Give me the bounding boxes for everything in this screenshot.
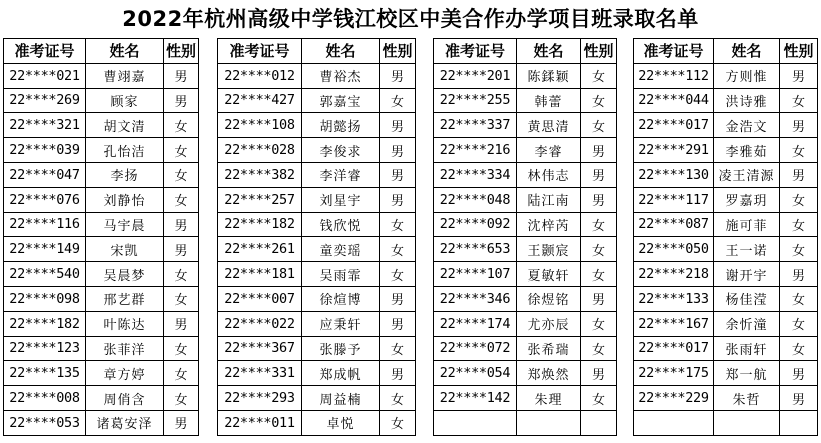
student-name-cell: 周俏含 — [86, 386, 164, 411]
gender-cell: 女 — [164, 286, 199, 311]
admission-table-2 — [217, 38, 416, 436]
student-name-cell: 余忻潼 — [714, 311, 780, 336]
exam-number-cell: 22****011 — [218, 410, 302, 435]
gender-cell: 女 — [581, 63, 617, 88]
student-name-cell: 卓悦 — [302, 410, 380, 435]
gender-cell: 女 — [164, 262, 199, 287]
gender-cell: 女 — [164, 187, 199, 212]
table-row — [218, 63, 416, 88]
table-row — [634, 286, 818, 311]
gender-cell: 女 — [581, 113, 617, 138]
exam-number-cell: 22****293 — [218, 386, 302, 411]
exam-number-cell: 22****382 — [218, 162, 302, 187]
gender-cell — [581, 410, 617, 435]
exam-number-cell: 22****044 — [634, 88, 714, 113]
gender-cell: 女 — [780, 187, 818, 212]
table-row — [218, 262, 416, 287]
admission-table-1 — [3, 38, 199, 436]
exam-number-cell: 22****182 — [218, 212, 302, 237]
student-name-cell: 刘星宇 — [302, 187, 380, 212]
table-row — [4, 88, 199, 113]
student-name-cell: 张滕予 — [302, 336, 380, 361]
header-name: 姓名 — [714, 39, 780, 64]
student-name-cell: 施可菲 — [714, 212, 780, 237]
header-gender: 性别 — [581, 39, 617, 64]
student-name-cell: 曹翊嘉 — [86, 63, 164, 88]
gender-cell: 女 — [780, 237, 818, 262]
student-name-cell: 王一诺 — [714, 237, 780, 262]
table-row — [218, 187, 416, 212]
gender-cell: 女 — [581, 311, 617, 336]
exam-number-cell: 22****540 — [4, 262, 86, 287]
gender-cell: 女 — [380, 336, 416, 361]
table-row — [634, 113, 818, 138]
exam-number-cell: 22****167 — [634, 311, 714, 336]
table-row — [634, 138, 818, 163]
gender-cell: 男 — [780, 113, 818, 138]
gender-cell: 女 — [164, 361, 199, 386]
student-name-cell: 刘静怡 — [86, 187, 164, 212]
gender-cell: 女 — [581, 336, 617, 361]
header-row — [434, 39, 617, 64]
gender-cell: 女 — [164, 113, 199, 138]
gender-cell: 女 — [780, 286, 818, 311]
exam-number-cell: 22****098 — [4, 286, 86, 311]
gender-cell: 男 — [380, 311, 416, 336]
header-gender: 性别 — [164, 39, 199, 64]
table-row — [634, 386, 818, 411]
table-row — [218, 113, 416, 138]
table-row — [218, 361, 416, 386]
exam-number-cell: 22****050 — [634, 237, 714, 262]
table-row — [434, 262, 617, 287]
student-name-cell: 章方婷 — [86, 361, 164, 386]
student-name-cell: 凌王清源 — [714, 162, 780, 187]
exam-number-cell: 22****218 — [634, 262, 714, 287]
student-name-cell: 王颢宸 — [517, 237, 581, 262]
header-id: 准考证号 — [218, 39, 302, 64]
exam-number-cell: 22****229 — [634, 386, 714, 411]
student-name-cell: 张雨轩 — [714, 336, 780, 361]
table-row — [218, 138, 416, 163]
student-name-cell: 吴雨霏 — [302, 262, 380, 287]
table-row — [218, 237, 416, 262]
student-name-cell: 徐煊博 — [302, 286, 380, 311]
gender-cell: 男 — [380, 113, 416, 138]
header-row — [4, 39, 199, 64]
table-row — [634, 162, 818, 187]
exam-number-cell: 22****181 — [218, 262, 302, 287]
student-name-cell: 顾家 — [86, 88, 164, 113]
student-name-cell: 陈鍒颖 — [517, 63, 581, 88]
header-row — [218, 39, 416, 64]
student-name-cell: 徐煜铭 — [517, 286, 581, 311]
table-row — [4, 113, 199, 138]
student-name-cell: 郑成帆 — [302, 361, 380, 386]
gender-cell: 女 — [581, 262, 617, 287]
gender-cell: 女 — [780, 212, 818, 237]
header-id: 准考证号 — [634, 39, 714, 64]
table-row — [218, 410, 416, 435]
exam-number-cell: 22****087 — [634, 212, 714, 237]
table-row — [434, 88, 617, 113]
table-row — [634, 311, 818, 336]
exam-number-cell: 22****123 — [4, 336, 86, 361]
table-row — [434, 336, 617, 361]
table-row — [218, 311, 416, 336]
student-name-cell: 夏敏轩 — [517, 262, 581, 287]
gender-cell: 男 — [581, 361, 617, 386]
exam-number-cell: 22****257 — [218, 187, 302, 212]
exam-number-cell: 22****012 — [218, 63, 302, 88]
student-name-cell: 张菲洋 — [86, 336, 164, 361]
exam-number-cell: 22****021 — [4, 63, 86, 88]
table-row — [218, 286, 416, 311]
exam-number-cell: 22****174 — [434, 311, 517, 336]
student-name-cell: 郭嘉宝 — [302, 88, 380, 113]
page-title: 2022年杭州高级中学钱江校区中美合作办学项目班录取名单 — [122, 7, 699, 31]
exam-number-cell: 22****201 — [434, 63, 517, 88]
exam-number-cell: 22****017 — [634, 336, 714, 361]
student-name-cell: 谢开宇 — [714, 262, 780, 287]
gender-cell: 男 — [581, 286, 617, 311]
exam-number-cell: 22****367 — [218, 336, 302, 361]
exam-number-cell: 22****175 — [634, 361, 714, 386]
exam-number-cell: 22****321 — [4, 113, 86, 138]
gender-cell — [780, 410, 818, 435]
student-name-cell: 马宇晨 — [86, 212, 164, 237]
student-name-cell: 吴晨梦 — [86, 262, 164, 287]
header-id: 准考证号 — [434, 39, 517, 64]
student-name-cell: 孔怡洁 — [86, 138, 164, 163]
student-name-cell: 韩蕾 — [517, 88, 581, 113]
exam-number-cell: 22****261 — [218, 237, 302, 262]
table-row — [434, 162, 617, 187]
exam-number-cell: 22****008 — [4, 386, 86, 411]
admission-table-4 — [633, 38, 818, 436]
gender-cell: 女 — [164, 336, 199, 361]
table-row — [218, 386, 416, 411]
table-row — [4, 237, 199, 262]
table-row — [218, 336, 416, 361]
table-row — [634, 187, 818, 212]
gender-cell: 男 — [380, 63, 416, 88]
table-row — [4, 311, 199, 336]
student-name-cell: 胡懿扬 — [302, 113, 380, 138]
exam-number-cell: 22****117 — [634, 187, 714, 212]
exam-number-cell: 22****092 — [434, 212, 517, 237]
table-row — [4, 386, 199, 411]
student-name-cell: 李雅茹 — [714, 138, 780, 163]
table-row — [434, 386, 617, 411]
student-name-cell: 李俊求 — [302, 138, 380, 163]
table-row — [4, 212, 199, 237]
exam-number-cell: 22****653 — [434, 237, 517, 262]
gender-cell: 男 — [380, 138, 416, 163]
table-row — [4, 138, 199, 163]
exam-number-cell: 22****108 — [218, 113, 302, 138]
student-name-cell: 诸葛安泽 — [86, 410, 164, 435]
table-row — [634, 237, 818, 262]
gender-cell: 男 — [581, 138, 617, 163]
table-row — [4, 361, 199, 386]
exam-number-cell: 22****022 — [218, 311, 302, 336]
exam-number-cell: 22****017 — [634, 113, 714, 138]
gender-cell: 女 — [780, 138, 818, 163]
student-name-cell: 洪诗雅 — [714, 88, 780, 113]
gender-cell: 女 — [780, 88, 818, 113]
table-row — [4, 336, 199, 361]
student-name-cell: 应秉轩 — [302, 311, 380, 336]
gender-cell: 女 — [380, 212, 416, 237]
table-row — [434, 113, 617, 138]
exam-number-cell: 22****054 — [434, 361, 517, 386]
student-name-cell: 周益楠 — [302, 386, 380, 411]
exam-number-cell: 22****007 — [218, 286, 302, 311]
gender-cell: 男 — [780, 386, 818, 411]
gender-cell: 女 — [380, 237, 416, 262]
exam-number-cell — [634, 410, 714, 435]
exam-number-cell: 22****216 — [434, 138, 517, 163]
student-name-cell: 陆江南 — [517, 187, 581, 212]
gender-cell: 女 — [581, 212, 617, 237]
exam-number-cell: 22****072 — [434, 336, 517, 361]
header-name: 姓名 — [86, 39, 164, 64]
student-name-cell: 郑焕然 — [517, 361, 581, 386]
student-name-cell: 李睿 — [517, 138, 581, 163]
student-name-cell: 李洋睿 — [302, 162, 380, 187]
student-name-cell: 杨佳滢 — [714, 286, 780, 311]
gender-cell: 女 — [164, 162, 199, 187]
exam-number-cell: 22****337 — [434, 113, 517, 138]
student-name-cell: 叶陈达 — [86, 311, 164, 336]
student-name-cell: 尤亦辰 — [517, 311, 581, 336]
student-name-cell: 宋凯 — [86, 237, 164, 262]
table-row — [434, 63, 617, 88]
table-row — [218, 88, 416, 113]
gender-cell: 男 — [164, 88, 199, 113]
table-row — [634, 212, 818, 237]
student-name-cell: 方则惟 — [714, 63, 780, 88]
header-id: 准考证号 — [4, 39, 86, 64]
gender-cell: 女 — [780, 336, 818, 361]
table-row — [4, 262, 199, 287]
gender-cell: 男 — [780, 63, 818, 88]
header-row — [634, 39, 818, 64]
gender-cell: 男 — [164, 311, 199, 336]
student-name-cell: 朱哲 — [714, 386, 780, 411]
gender-cell: 女 — [164, 386, 199, 411]
exam-number-cell: 22****133 — [634, 286, 714, 311]
table-row — [434, 212, 617, 237]
gender-cell: 女 — [380, 386, 416, 411]
header-name: 姓名 — [302, 39, 380, 64]
gender-cell: 男 — [164, 63, 199, 88]
exam-number-cell: 22****142 — [434, 386, 517, 411]
student-name-cell: 郑一航 — [714, 361, 780, 386]
exam-number-cell: 22****291 — [634, 138, 714, 163]
exam-number-cell: 22****334 — [434, 162, 517, 187]
student-name-cell: 罗嘉玥 — [714, 187, 780, 212]
exam-number-cell: 22****135 — [4, 361, 86, 386]
student-name-cell: 林伟志 — [517, 162, 581, 187]
student-name-cell: 朱理 — [517, 386, 581, 411]
exam-number-cell: 22****047 — [4, 162, 86, 187]
table-row — [634, 336, 818, 361]
gender-cell: 女 — [581, 88, 617, 113]
gender-cell: 女 — [780, 311, 818, 336]
exam-number-cell: 22****331 — [218, 361, 302, 386]
student-name-cell: 黄思清 — [517, 113, 581, 138]
table-row — [4, 187, 199, 212]
table-row — [634, 410, 818, 435]
table-row — [4, 410, 199, 435]
gender-cell: 男 — [164, 237, 199, 262]
gender-cell: 男 — [780, 162, 818, 187]
header-gender: 性别 — [380, 39, 416, 64]
gender-cell: 女 — [581, 386, 617, 411]
gender-cell: 女 — [380, 410, 416, 435]
gender-cell: 男 — [380, 187, 416, 212]
gender-cell: 男 — [380, 162, 416, 187]
gender-cell: 男 — [581, 187, 617, 212]
exam-number-cell: 22****116 — [4, 212, 86, 237]
table-row — [4, 63, 199, 88]
student-name-cell — [714, 410, 780, 435]
gender-cell: 男 — [164, 212, 199, 237]
exam-number-cell: 22****112 — [634, 63, 714, 88]
header-gender: 性别 — [780, 39, 818, 64]
table-row — [434, 286, 617, 311]
exam-number-cell: 22****427 — [218, 88, 302, 113]
table-row — [434, 361, 617, 386]
exam-number-cell: 22****028 — [218, 138, 302, 163]
exam-number-cell: 22****076 — [4, 187, 86, 212]
table-row — [218, 162, 416, 187]
gender-cell: 女 — [581, 237, 617, 262]
student-name-cell: 曹裕杰 — [302, 63, 380, 88]
exam-number-cell — [434, 410, 517, 435]
table-row — [4, 162, 199, 187]
table-row — [434, 237, 617, 262]
gender-cell: 女 — [380, 88, 416, 113]
student-name-cell: 钱欣悦 — [302, 212, 380, 237]
gender-cell: 男 — [164, 410, 199, 435]
admission-table-3 — [433, 38, 617, 436]
table-row — [218, 212, 416, 237]
table-row — [434, 311, 617, 336]
student-name-cell: 邢艺群 — [86, 286, 164, 311]
exam-number-cell: 22****130 — [634, 162, 714, 187]
exam-number-cell: 22****039 — [4, 138, 86, 163]
exam-number-cell: 22****149 — [4, 237, 86, 262]
student-name-cell: 沈梓芮 — [517, 212, 581, 237]
exam-number-cell: 22****107 — [434, 262, 517, 287]
table-row — [634, 361, 818, 386]
student-name-cell — [517, 410, 581, 435]
header-name: 姓名 — [517, 39, 581, 64]
exam-number-cell: 22****269 — [4, 88, 86, 113]
student-name-cell: 金浩文 — [714, 113, 780, 138]
table-row — [434, 187, 617, 212]
gender-cell: 男 — [581, 162, 617, 187]
table-row — [434, 138, 617, 163]
table-row — [434, 410, 617, 435]
gender-cell: 男 — [380, 361, 416, 386]
exam-number-cell: 22****048 — [434, 187, 517, 212]
student-name-cell: 张希瑞 — [517, 336, 581, 361]
student-name-cell: 童奕瑶 — [302, 237, 380, 262]
table-row — [634, 88, 818, 113]
gender-cell: 女 — [380, 262, 416, 287]
table-row — [4, 286, 199, 311]
gender-cell: 男 — [780, 262, 818, 287]
gender-cell: 女 — [164, 138, 199, 163]
student-name-cell: 胡文清 — [86, 113, 164, 138]
student-name-cell: 李扬 — [86, 162, 164, 187]
exam-number-cell: 22****053 — [4, 410, 86, 435]
table-row — [634, 262, 818, 287]
exam-number-cell: 22****346 — [434, 286, 517, 311]
exam-number-cell: 22****182 — [4, 311, 86, 336]
table-row — [634, 63, 818, 88]
gender-cell: 男 — [380, 286, 416, 311]
gender-cell: 男 — [780, 361, 818, 386]
exam-number-cell: 22****255 — [434, 88, 517, 113]
